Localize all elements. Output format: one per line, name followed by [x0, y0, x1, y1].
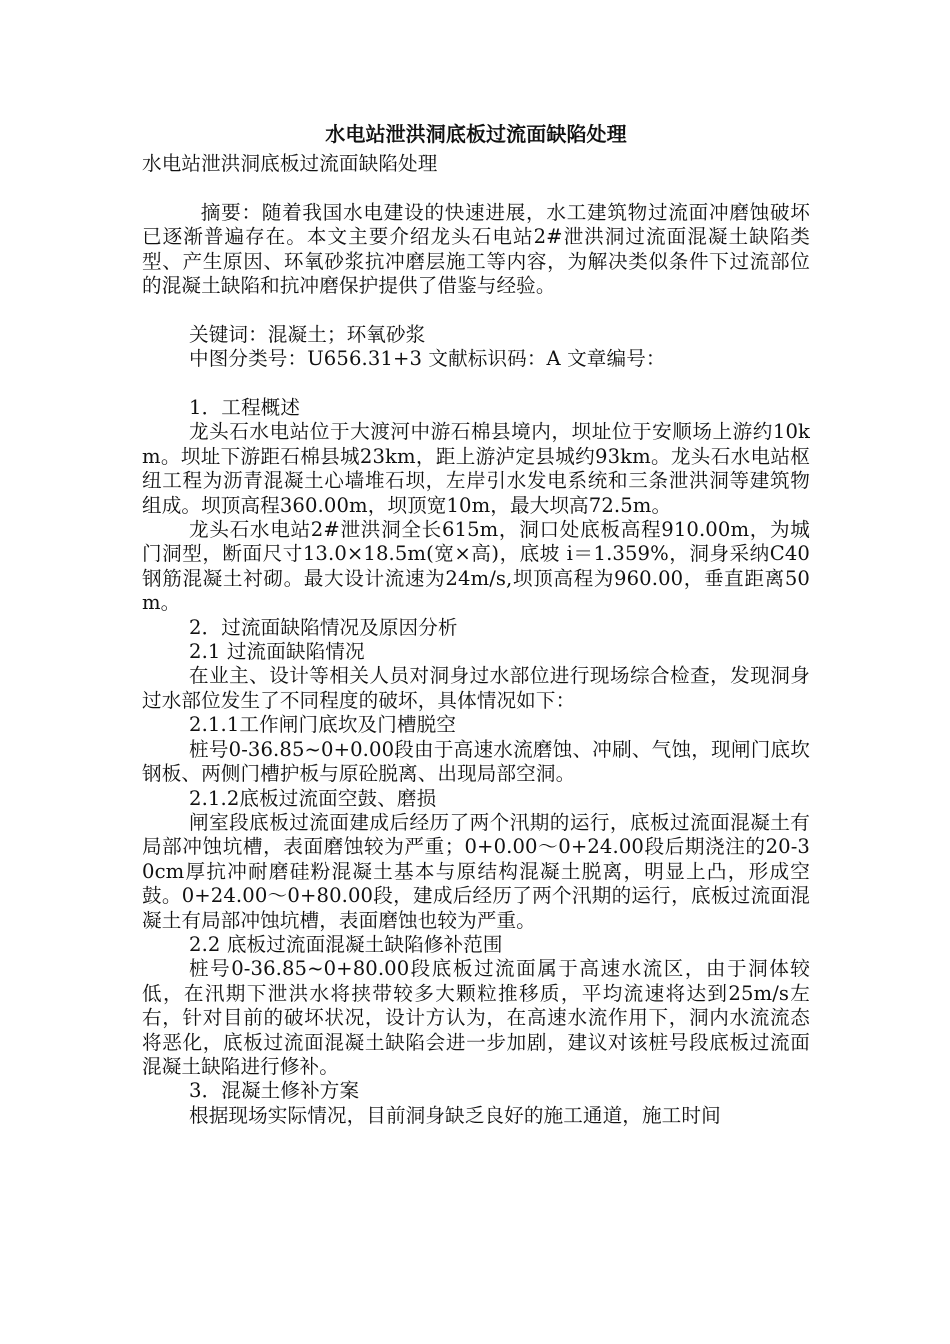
- blank-line: [142, 372, 810, 396]
- document-page: [142, 118, 810, 1128]
- section-1-paragraph-2: 龙头石水电站2#泄洪洞全长615m，洞口处底板高程910.00m，为城门洞型，断面尺寸13.0×18.5m(宽×高)，底坡 i＝1.359%，洞身采纳C40钢筋混凝土衬砌。最大设计流速为24m/s,坝顶高程为960.00，垂直距离50m。: [142, 518, 810, 615]
- section-2-heading: 2．过流面缺陷情况及原因分析: [189, 615, 458, 639]
- blank-line: [142, 176, 810, 200]
- section-1-heading: 1．工程概述: [189, 396, 301, 420]
- classification-line: 中图分类号：U656.31+3 文献标识码：A 文章编号：: [189, 347, 666, 371]
- section-2-1-1-paragraph: 桩号0-36.85~0+0.00段由于高速水流磨蚀、冲刷、气蚀，现闸门底坎钢板、两侧门槽护板与原砼脱离、出现局部空洞。: [142, 737, 810, 786]
- section-2-1-2-paragraph: 闸室段底板过流面建成后经历了两个汛期的运行，底板过流面混凝土有局部冲蚀坑槽，表面磨蚀较为严重；0+0.00～0+24.00段后期浇注的20-30cm厚抗冲耐磨硅粉混凝土基本与原结构混凝土脱离，明显上凸，形成空鼓。0+24.00～0+80.00段，建成后经历了两个汛期的运行，底板过流面混凝土有局部冲蚀坑槽，表面磨蚀也较为严重。: [142, 810, 810, 932]
- abstract-paragraph: 摘要：随着我国水电建设的快速进展，水工建筑物过流面冲磨蚀破坏已逐渐普遍存在。本文主要介绍龙头石电站2#泄洪洞过流面混凝土缺陷类型、产生原因、环氧砂浆抗冲磨层施工等内容，为解决类似条件下过流部位的混凝土缺陷和抗冲磨保护提供了借鉴与经验。: [142, 200, 810, 298]
- section-2-1-paragraph: 在业主、设计等相关人员对洞身过水部位进行现场综合检查，发现洞身过水部位发生了不同程度的破坏，具体情况如下：: [142, 664, 810, 712]
- section-2-1-heading: 2.1 过流面缺陷情况: [189, 640, 365, 664]
- section-2-1-1-heading: 2.1.1工作闸门底坎及门槽脱空: [189, 713, 457, 737]
- document-title: 水电站泄洪洞底板过流面缺陷处理: [325, 122, 627, 146]
- section-1-paragraph-1: 龙头石水电站位于大渡河中游石棉县境内，坝址位于安顺场上游约10km。坝址下游距石棉县城23km，距上游泸定县城约93km。龙头石水电站枢纽工程为沥青混凝土心墙堆石坝，左岸引水发电系统和三条泄洪洞等建筑物组成。坝顶高程360.00m，坝顶宽10m，最大坝高72.5m。: [142, 420, 810, 517]
- blank-line: [142, 298, 810, 322]
- section-2-2-heading: 2.2 底板过流面混凝土缺陷修补范围: [189, 932, 503, 956]
- document-subtitle: 水电站泄洪洞底板过流面缺陷处理: [142, 152, 438, 175]
- section-3-heading: 3．混凝土修补方案: [189, 1079, 360, 1103]
- keywords-line: 关键词：混凝土；环氧砂浆: [189, 322, 426, 346]
- section-3-paragraph: 根据现场实际情况，目前洞身缺乏良好的施工通道，施工时间: [189, 1103, 721, 1127]
- section-2-1-2-heading: 2.1.2底板过流面空鼓、磨损: [189, 786, 437, 810]
- section-2-2-paragraph: 桩号0-36.85~0+80.00段底板过流面属于高速水流区，由于洞体较低，在汛期下泄洪水将挟带较多大颗粒推移质，平均流速将达到25m/s左右，针对目前的破坏状况，设计方认为，在高速水流作用下，洞内水流流态将恶化，底板过流面混凝土缺陷会进一步加剧，建议对该桩号段底板过流面混凝土缺陷进行修补。: [142, 957, 810, 1078]
